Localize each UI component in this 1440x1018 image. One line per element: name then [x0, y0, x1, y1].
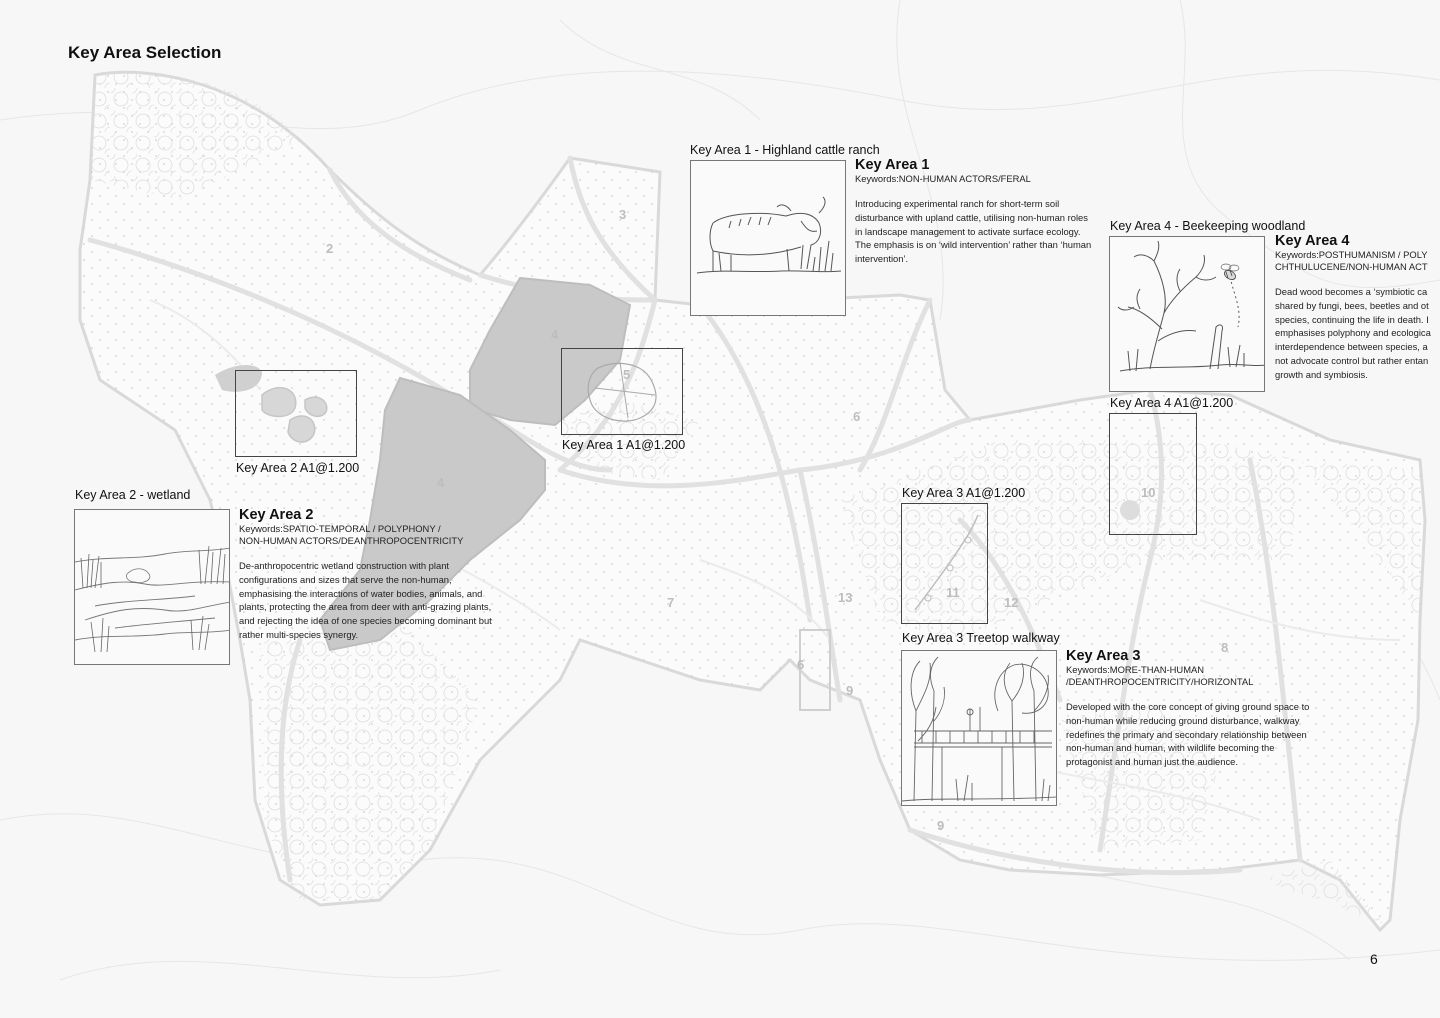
key-area-1-frame[interactable]: [561, 348, 683, 435]
key-area-1-scale-label: Key Area 1 A1@1.200: [562, 438, 686, 452]
zone-number: 11: [946, 585, 960, 600]
dead-tree-bee-icon: [1110, 237, 1265, 392]
key-area-2-keywords: Keywords:SPATIO-TEMPORAL / POLYPHONY / NON-HUMAN ACTORS/DEANTHROPOCENTRICITY: [239, 523, 464, 546]
key-area-4-heading: Key Area 4: [1275, 233, 1350, 249]
key-area-2-scale-label: Key Area 2 A1@1.200: [236, 461, 360, 475]
key-area-3-keywords: Keywords:MORE-THAN-HUMAN /DEANTHROPOCENTRICITY/HORIZONTAL: [1066, 664, 1254, 687]
zone-number: 3: [619, 207, 627, 222]
zone-number: 7: [667, 595, 675, 610]
wetland-icon: [75, 510, 230, 665]
key-area-3-description: Developed with the core concept of giving ground space to non-human while reducing ground disturbance, walkway redefines the primary and secondary relationship between non-human and human, with wildlife becoming the protagonist and human just the audience.: [1066, 701, 1310, 768]
page-title: Key Area Selection: [68, 43, 222, 62]
key-area-3-image-caption: Key Area 3 Treetop walkway: [902, 631, 1060, 645]
zone-number: 9: [846, 683, 854, 698]
key-area-3-image: [901, 650, 1057, 806]
zone-number: 8: [1221, 640, 1229, 655]
zone-number: 10: [1141, 485, 1156, 500]
zone-number: 5: [623, 367, 631, 382]
key-area-1-image: [690, 160, 846, 316]
highland-cow-icon: [691, 161, 846, 316]
key-area-4-frame[interactable]: [1109, 413, 1197, 535]
zone-number: 9: [937, 818, 945, 833]
zone-number: 2: [326, 241, 334, 256]
key-area-2-image: [74, 509, 230, 665]
key-area-1-info: [855, 158, 1115, 266]
key-area-2-description: De-anthropocentric wetland construction with plant configurations and sizes that serve the non-human, emphasising the interactions of water bodies, animals, and plants, protecting the area from deer with anti-grazing plants, and rejecting the idea of one species becoming dominant but rather multi-species synergy.: [239, 560, 492, 640]
key-area-4-scale-label: Key Area 4 A1@1.200: [1110, 396, 1234, 410]
bee-icon: [1221, 264, 1239, 281]
key-area-3-frame[interactable]: [901, 503, 988, 624]
key-area-3-heading: Key Area 3: [1066, 648, 1141, 664]
key-area-4-info: [1275, 234, 1440, 382]
key-area-3-info: [1066, 649, 1341, 769]
key-area-2-image-caption: Key Area 2 - wetland: [75, 488, 191, 502]
zone-number: 6: [797, 657, 805, 672]
zone-number: 12: [1004, 595, 1019, 610]
key-area-1-heading: Key Area 1: [855, 157, 930, 173]
page-number: 6: [1370, 951, 1378, 967]
key-area-2-info: [239, 508, 524, 642]
zone-number: 4: [437, 475, 445, 490]
zone-number: 4: [551, 327, 559, 342]
key-area-1-description: Introducing experimental ranch for short-term soil disturbance with upland cattle, utilising non-human roles in landscape management to activate surface ecology. The emphasis is on ‘wild intervention’ rather than ‘human intervention’.: [855, 198, 1092, 265]
key-area-3-scale-label: Key Area 3 A1@1.200: [902, 486, 1026, 500]
key-area-2-heading: Key Area 2: [239, 507, 314, 523]
zone-number: 6: [853, 409, 861, 424]
key-area-1-keywords: Keywords:NON-HUMAN ACTORS/FERAL: [855, 173, 1031, 184]
key-area-4-description: Dead wood becomes a ‘symbiotic ca shared by fungi, bees, beetles and ot species, continuing the life in death. I emphasises polyphony and ecologica interdependence between species, a not advocate control but rather entan growth and symbiosis.: [1275, 286, 1431, 380]
key-area-1-image-caption: Key Area 1 - Highland cattle ranch: [690, 143, 880, 157]
key-area-4-image: [1109, 236, 1265, 392]
treetop-walkway-icon: [902, 651, 1057, 806]
zone-number: 13: [838, 590, 853, 605]
key-area-4-keywords: Keywords:POSTHUMANISM / POLY CHTHULUCENE/NON-HUMAN ACT: [1275, 249, 1428, 272]
key-area-2-frame[interactable]: [235, 370, 357, 457]
key-area-4-image-caption: Key Area 4 - Beekeeping woodland: [1110, 219, 1306, 233]
